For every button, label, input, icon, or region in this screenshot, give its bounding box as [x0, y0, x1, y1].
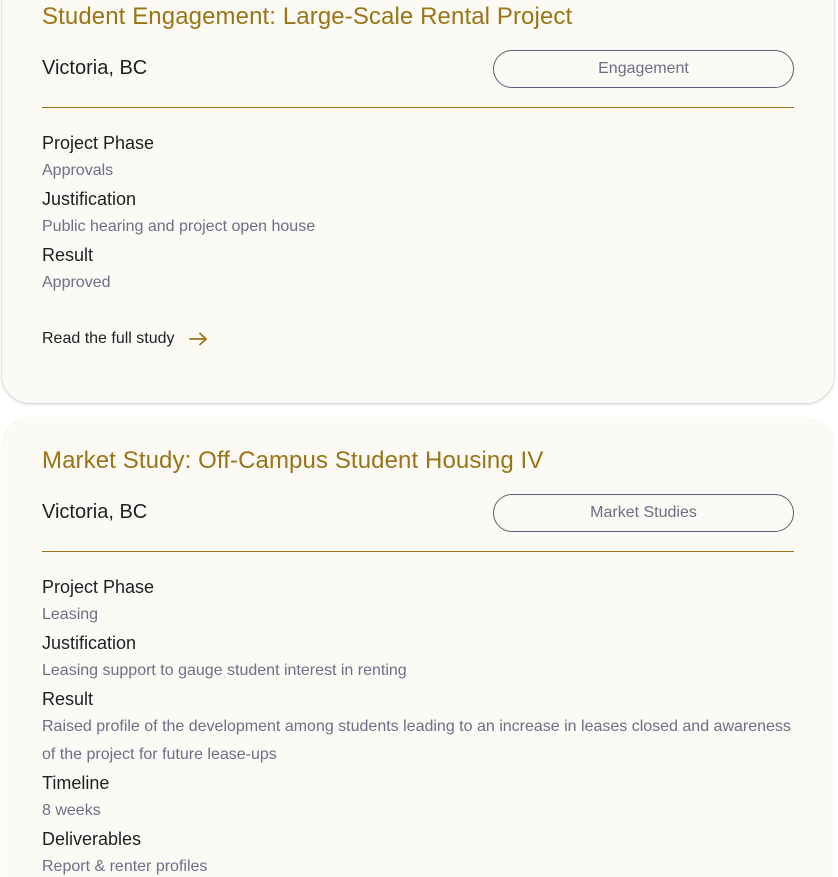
card-title: Student Engagement: Large-Scale Rental Project — [42, 3, 573, 30]
field-value-project-phase: Approvals — [42, 162, 114, 179]
category-tag-button[interactable]: Market Studies — [493, 494, 794, 532]
field-value-timeline: 8 weeks — [42, 802, 101, 819]
card-fields — [42, 129, 794, 297]
field-value-justification: Public hearing and project open house — [42, 218, 316, 235]
field-value-result: Raised profile of the development among students leading to an increase in leases closed and awareness of the project for future lease-ups — [42, 718, 791, 763]
field-label-justification: Justification — [42, 633, 137, 653]
field-label-project-phase: Project Phase — [42, 133, 155, 153]
case-study-card — [2, 418, 834, 877]
card-location: Victoria, BC — [42, 57, 148, 79]
field-label-result: Result — [42, 245, 94, 265]
read-full-study-link[interactable] — [42, 330, 209, 348]
field-value-project-phase: Leasing — [42, 606, 99, 623]
field-label-timeline: Timeline — [42, 773, 110, 793]
field-value-result: Approved — [42, 274, 111, 291]
case-study-card — [2, 0, 834, 403]
field-label-deliverables: Deliverables — [42, 829, 142, 849]
field-label-project-phase: Project Phase — [42, 577, 155, 597]
field-label-result: Result — [42, 689, 94, 709]
arrow-right-icon — [189, 332, 209, 346]
card-divider — [42, 107, 794, 108]
field-value-justification: Leasing support to gauge student interest in renting — [42, 662, 407, 679]
field-value-deliverables: Report & renter profiles — [42, 858, 208, 875]
card-title: Market Study: Off-Campus Student Housing IV — [42, 447, 544, 474]
category-tag-button[interactable]: Engagement — [493, 50, 794, 88]
field-label-justification: Justification — [42, 189, 137, 209]
read-full-study-label: Read the full study — [42, 330, 175, 347]
card-divider — [42, 551, 794, 552]
card-fields — [42, 573, 794, 877]
card-location: Victoria, BC — [42, 501, 148, 523]
